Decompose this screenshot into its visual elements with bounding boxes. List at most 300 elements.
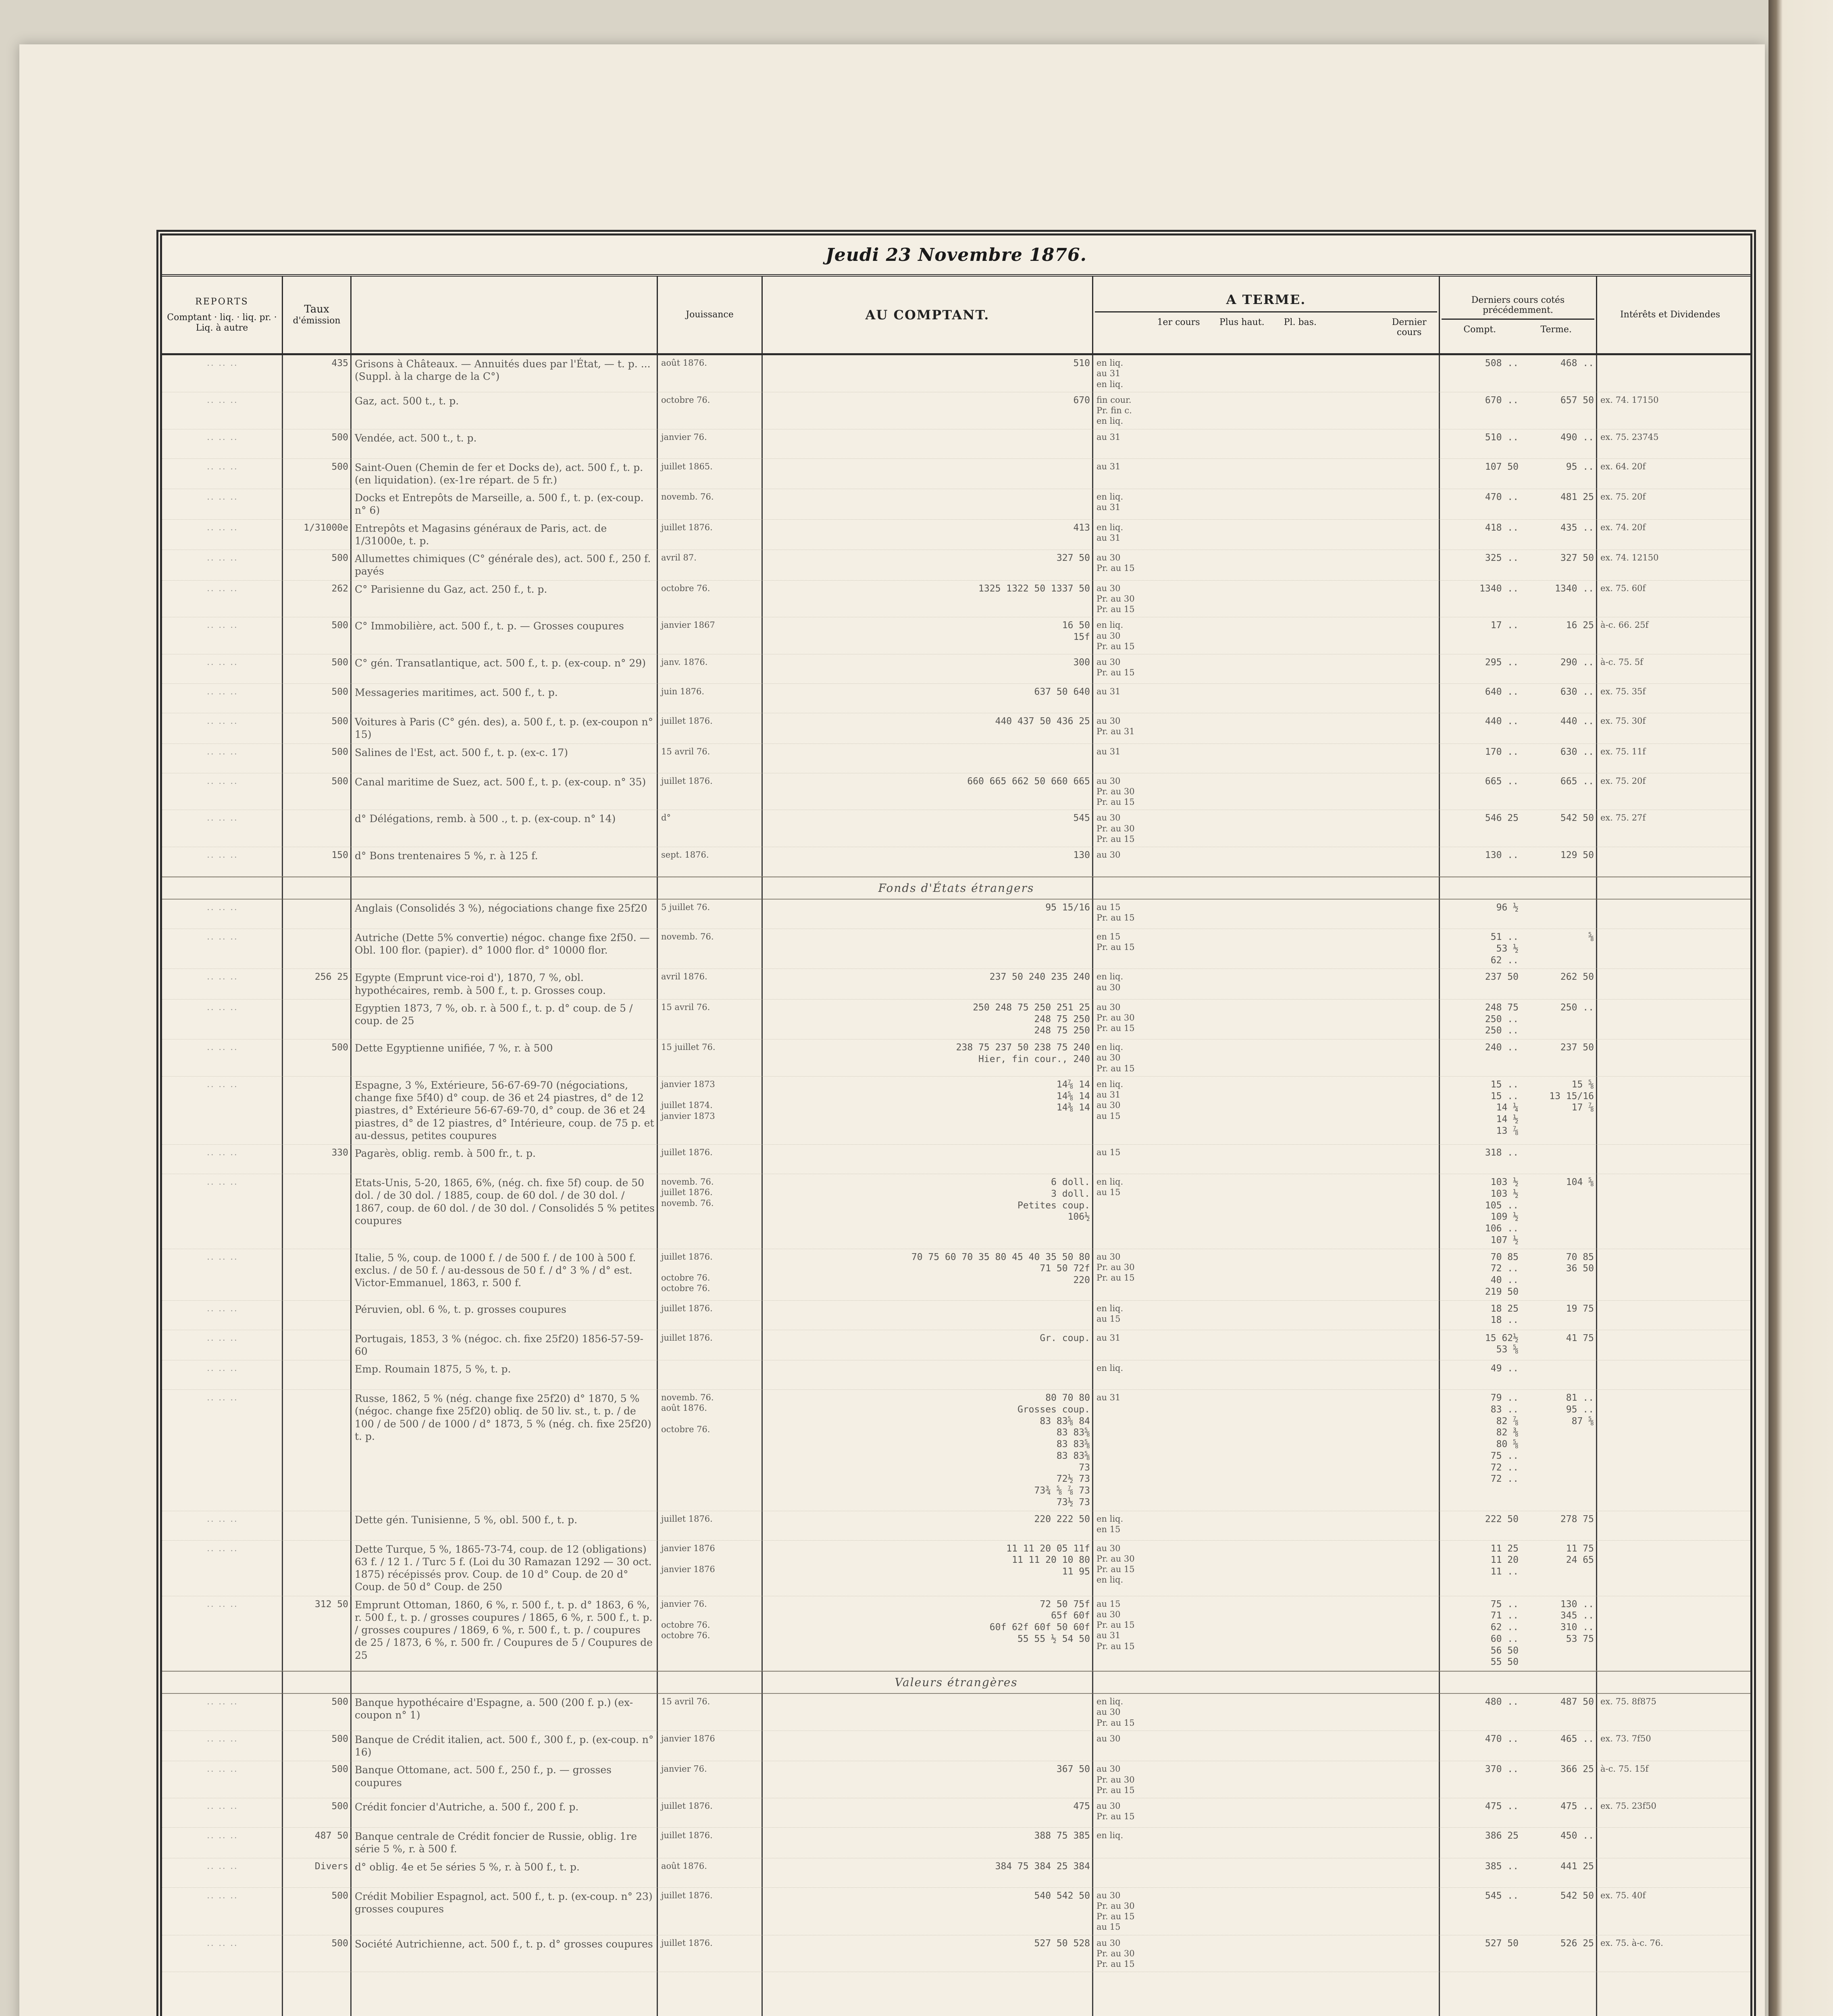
terme-cell: au 30 Pr. au 30 Pr. au 15 au 15 [1096,1890,1135,1932]
section-heading: Valeurs étrangères [162,1671,1750,1694]
terme-cell: au 30 Pr. au 31 [1096,716,1135,737]
table-row [162,1888,1750,1935]
jouissance-cell: juillet 1876. [661,1831,713,1840]
next-page-edge [1769,0,1833,2016]
derniers-terme-value: 15 ⅝ 13 15/16 17 ⅞ [1549,1079,1594,1113]
reports-cell: .. .. .. [207,1079,238,1089]
reports-cell: .. .. .. [207,432,238,442]
derniers-terme-value: 250 .. [1560,1002,1594,1013]
reports-cell: .. .. .. [207,1514,238,1524]
comptant-cell [763,489,1093,519]
jouissance-cell: novemb. 76. [661,932,714,941]
derniers-terme-value: 435 .. [1560,522,1594,533]
derniers-terme-value: 366 25 [1560,1764,1594,1775]
derniers-cours-cell [1440,355,1597,392]
jouissance-cell: novemb. 76. août 1876. octobre 76. [661,1393,714,1434]
table-row [162,1174,1750,1249]
taux-cell: 500 [331,1890,348,1901]
terme-cell: au 30 [1096,1733,1121,1743]
reports-cell: .. .. .. [207,492,238,502]
table-row [162,773,1750,810]
jouissance-cell: novemb. 76. [661,492,714,502]
name-cell: Dette Turque, 5 %, 1865-73-74, coup. de 12 (obligations) 63 f. / 12 1. / Turc 5 f. (Loi du 30 Ramazan 1292 — 30 oct. 1875) récépissés prov. Coup. de 10 d° Coup. de 20 d° Coup. de 50 d° Coup. de 250 [355,1543,655,1593]
table-row [162,489,1750,520]
derniers-cours-cell [1440,1828,1597,1858]
interets-cell: ex. 75. 40f [1600,1890,1646,1900]
derniers-terme-value: 129 50 [1560,850,1594,860]
derniers-compt-value: 237 50 [1485,972,1519,983]
derniers-terme-value: 542 50 [1560,813,1594,824]
derniers-terme-value: 81 .. 95 .. 87 ⅝ [1566,1393,1594,1427]
derniers-compt-value: 386 25 [1485,1831,1519,1841]
jouissance-cell: juillet 1876. [661,1514,713,1524]
reports-cell: .. .. .. [207,1890,238,1900]
taux-cell [283,1249,352,1300]
au-comptant-header [763,277,1093,353]
taux-cell: 500 [331,657,348,668]
taux-cell: 500 [331,1697,348,1707]
derniers-compt-value: 96 ½ [1496,902,1519,913]
derniers-cours-cell [1440,392,1597,429]
derniers-cours-cell [1440,1731,1597,1761]
interets-cell: à-c. 75. 15f [1600,1764,1649,1774]
name-cell: Portugais, 1853, 3 % (négoc. ch. fixe 25f20) 1856-57-59-60 [355,1333,643,1357]
derniers-compt-value: 370 .. [1485,1764,1519,1775]
reports-cell: .. .. .. [207,1543,238,1553]
taux-cell [283,1330,352,1360]
derniers-terme-value: 41 75 [1566,1333,1594,1343]
derniers-terme-value: 468 .. [1560,358,1594,369]
derniers-terme-value: 526 25 [1560,1938,1594,1949]
comptant-cell: 237 50 240 235 240 [989,972,1090,983]
terme-cell: au 31 [1096,687,1121,696]
jouissance-cell: janvier 1873 juillet 1874. janvier 1873 [661,1079,715,1121]
derniers-terme-value: 475 .. [1560,1801,1594,1812]
table-row [162,581,1750,618]
derniers-compt-value: 470 .. [1485,1733,1519,1744]
jouissance-cell: sept. 1876. [661,850,709,860]
interets-cell [1597,1511,1743,1540]
taux-cell: 312 50 [314,1599,348,1610]
derniers-compt-value: 418 .. [1485,522,1519,533]
reports-cell: .. .. .. [207,1252,238,1262]
derniers-cours-cell [1440,847,1597,876]
table-row [162,1145,1750,1174]
derniers-cours-cell [1440,1077,1597,1144]
comptant-cell [763,1694,1093,1731]
derniers-cours-cell [1440,1798,1597,1827]
reports-cell: .. .. .. [207,687,238,696]
interets-cell [1597,1360,1743,1389]
taux-cell [283,1301,352,1330]
derniers-compt-value: 510 .. [1485,432,1519,443]
interets-cell [1597,1039,1743,1076]
interets-cell: ex. 75. 23f50 [1600,1801,1656,1811]
derniers-compt-value: 103 ½ 103 ½ 105 .. 109 ½ 106 .. 107 ½ [1485,1177,1519,1245]
taux-label: Taux [304,303,329,316]
derniers-compt-value: 248 75 250 .. 250 .. [1485,1002,1519,1036]
terme-cell: au 30 Pr. au 30 Pr. au 15 [1096,813,1135,844]
table-row [162,1390,1750,1511]
derniers-cours-cell [1440,1761,1597,1798]
terme-cell: au 31 [1096,746,1121,756]
comptant-cell: 540 542 50 [1034,1890,1090,1901]
derniers-cours-cell [1440,1249,1597,1300]
derniers-cours-cell [1440,900,1597,929]
terme-cell: au 30 Pr. au 30 Pr. au 15 [1096,1252,1135,1283]
derniers-compt-value: 51 .. 53 ½ 62 .. [1490,932,1519,966]
derniers-compt-value: 130 .. [1485,850,1519,860]
derniers-compt-value: 70 85 72 .. 40 .. 219 50 [1485,1252,1519,1297]
comptant-cell: 413 [1073,522,1090,533]
jouissance-cell: juillet 1876. [661,776,713,786]
derniers-cours-cell [1440,684,1597,713]
derniers-terme-value: 16 25 [1566,620,1594,631]
derniers-compt-value: 15 .. 15 .. 14 ¼ 14 ½ 13 ⅞ [1490,1079,1519,1136]
comptant-cell: 70 75 60 70 35 80 45 40 35 50 80 71 50 72f 220 [911,1252,1090,1285]
name-cell: Pagarès, oblig. remb. à 500 fr., t. p. [355,1148,536,1159]
reports-cell: .. .. .. [207,776,238,786]
reports-cell: .. .. .. [207,1861,238,1871]
name-cell: Etats-Unis, 5-20, 1865, 6%, (nég. ch. fixe 5f) coup. de 50 dol. / de 30 dol. / 1885, coup. de 60 dol. / de 30 dol. / 1867, coup. de 60 dol. / de 30 dol. / Consolidés 5 % petites coupures [355,1177,658,1227]
reports-cell: .. .. .. [207,1599,238,1609]
reports-cell: .. .. .. [207,1831,238,1840]
comptant-cell [763,744,1093,773]
comptant-cell: 327 50 [1056,553,1090,563]
terme-cell: en liq. au 15 [1096,1303,1124,1324]
name-cell: Grisons à Châteaux. — Annuités dues par l'État, — t. p. ... (Suppl. à la charge de la C°) [355,358,654,383]
jouissance-cell: 15 juillet 76. [661,1042,716,1052]
interets-cell: ex. 73. 7f50 [1600,1733,1651,1743]
derniers-cours-cell [1440,969,1597,999]
comptant-cell: 1325 1322 50 1337 50 [978,583,1090,594]
name-cell: Banque centrale de Crédit foncier de Russie, oblig. 1re série 5 %, r. à 500 f. [355,1831,641,1855]
terme-cell: en 15 Pr. au 15 [1096,932,1135,952]
jouissance-cell: juillet 1865. [661,461,713,471]
taux-cell [283,810,352,847]
table-row [162,847,1750,877]
comptant-cell [763,929,1093,968]
derniers-cours-cell [1440,744,1597,773]
derniers-terme-value: 70 85 36 50 [1566,1252,1594,1274]
derniers-compt-value: 545 .. [1485,1890,1519,1901]
terme-cell: au 30 [1096,850,1121,860]
name-cell: C° Immobilière, act. 500 f., t. p. — Grosses coupures [355,620,624,632]
comptant-cell [763,429,1093,458]
comptant-cell: 80 70 80 Grosses coup. 83 83⅝ 84 83 83⅝ 83 83⅝ 83 83⅝ 73 72½ 73 73¾ ⅝ ⅞ 73 73½ 73 [1017,1393,1090,1508]
jouissance-cell: juillet 1876. [661,1333,713,1343]
jouissance-cell: janvier 1876 janvier 1876 [661,1543,715,1574]
taux-cell [283,929,352,968]
taux-cell: 500 [331,1733,348,1744]
interets-cell: ex. 75. 30f [1600,716,1646,726]
taux-cell: 500 [331,1764,348,1775]
jouissance-cell: août 1876. [661,1861,707,1871]
terme-cell: en liq. au 31 [1096,522,1124,543]
derniers-cours-cell [1440,520,1597,550]
jouissance-cell: 5 juillet 76. [661,902,710,912]
table-header [162,277,1750,355]
derniers-cours-cell [1440,1390,1597,1511]
taux-cell [283,1360,352,1389]
interets-cell: à-c. 66. 25f [1600,620,1649,630]
terme-col-plus-haut: Plus haut. [1219,317,1265,327]
interets-cell [1597,900,1743,929]
taux-cell: 256 25 [314,972,348,983]
jouissance-cell: 15 avril 76. [661,1002,710,1012]
derniers-compt-value: 49 .. [1490,1363,1519,1374]
table-row [162,1596,1750,1671]
derniers-cours-cell [1440,489,1597,519]
derniers-compt-value: 107 50 [1485,461,1519,472]
jouissance-cell: d° [661,813,671,823]
table-row [162,1828,1750,1858]
newspaper-page [19,44,1765,2016]
derniers-cours-cell [1440,1596,1597,1671]
name-cell: Banque hypothécaire d'Espagne, a. 500 (200 f. p.) (ex-coupon n° 1) [355,1697,633,1721]
reports-cell: .. .. .. [207,716,238,726]
reports-cell: .. .. .. [207,583,238,593]
name-cell: Crédit foncier d'Autriche, a. 500 f., 200 f. p. [355,1801,579,1813]
interets-cell [1597,1330,1743,1360]
table-row [162,1731,1750,1762]
reports-cell: .. .. .. [207,522,238,532]
taux-cell: 500 [331,432,348,443]
derniers-compt-value: 15 62½ 53 ⅝ [1485,1333,1519,1355]
name-cell: Espagne, 3 %, Extérieure, 56-67-69-70 (négociations, change fixe 5f40) d° coup. de 36 et 24 piastres, d° de 12 piastres, d° Extérieure 56-67-69-70, d° coup. de 36 et 24 piastres, d° de 12 piastres, d° Intérieure, coup. de 75 p. et au-dessus, petites coupures [355,1079,657,1141]
interets-cell: ex. 74. 20f [1600,522,1646,532]
jouissance-cell [658,1360,763,1389]
name-cell: Emprunt Ottoman, 1860, 6 %, r. 500 f., t. p. d° 1863, 6 %, r. 500 f., t. p. / grosses coupures / 1865, 6 %, r. 500 f., t. p. / grosses coupures / 1869, 6 %, r. 500 f., t. p. / coupures de 25 / 1873, 6 %, r. 500 fr. / Coupures de 5 / Coupures de 25 [355,1599,656,1661]
table-row [162,1694,1750,1731]
jouissance-cell: juillet 1876. [661,1801,713,1811]
comptant-cell: 16 50 15f [1062,620,1090,642]
terme-cell: en liq. au 30 Pr. au 15 [1096,620,1135,651]
taux-cell: 500 [331,1938,348,1949]
interets-header [1597,277,1743,353]
terme-cell: en liq. [1096,1363,1124,1373]
interets-cell [1597,929,1743,968]
comptant-cell [763,1145,1093,1174]
terme-cell [1093,1858,1440,1887]
reports-cell: .. .. .. [207,1363,238,1373]
interets-cell [1597,1858,1743,1887]
jouissance-cell: juillet 1876. [661,1938,713,1948]
name-cell: Messageries maritimes, act. 500 f., t. p. [355,687,558,698]
table-row [162,713,1750,744]
name-cell: Anglais (Consolidés 3 %), négociations change fixe 25f20 [355,902,647,914]
table-row [162,1511,1750,1541]
jouissance-cell: juillet 1876. octobre 76. octobre 76. [661,1252,713,1293]
taux-cell: 500 [331,746,348,757]
taux-cell: 500 [331,620,348,631]
table-row [162,1935,1750,1972]
comptant-cell [763,459,1093,489]
derniers-cours-cell [1440,429,1597,458]
report-col-liq: liq. [220,312,234,323]
reports-cell: .. .. .. [207,1042,238,1052]
derniers-cours-cell [1440,1330,1597,1360]
comptant-cell [763,1360,1093,1389]
taux-cell [283,1077,352,1144]
table-row [162,520,1750,550]
derniers-compt-value: 470 .. [1485,492,1519,502]
reports-cell: .. .. .. [207,461,238,471]
taux-cell [283,1541,352,1596]
taux-cell [283,1174,352,1249]
derniers-terme-value: 630 .. [1560,746,1594,757]
taux-cell: 500 [331,716,348,727]
derniers-compt-value: 440 .. [1485,716,1519,727]
taux-cell: 487 50 [314,1831,348,1841]
terme-cell: en liq. au 31 en liq. [1096,358,1124,389]
jouissance-cell: octobre 76. [661,395,710,405]
terme-cell: au 30 Pr. au 15 [1096,1801,1135,1822]
reports-cell: .. .. .. [207,902,238,912]
interets-cell: ex. 75. 20f [1600,492,1646,502]
table-row [162,1249,1750,1301]
derniers-terme-value [1519,1363,1594,1387]
interets-cell: ex. 75. 27f [1600,813,1646,823]
name-cell: Dette Egyptienne unifiée, 7 %, r. à 500 [355,1042,553,1054]
interets-cell [1597,1077,1743,1144]
jouissance-cell: 15 avril 76. [661,1697,710,1706]
derniers-terme-value: 481 25 [1560,492,1594,502]
derniers-cours-cell [1440,550,1597,580]
comptant-cell: 130 [1073,850,1090,860]
interets-cell [1597,1390,1743,1511]
comptant-cell: 384 75 384 25 384 [995,1861,1090,1872]
reports-cell: .. .. .. [207,850,238,860]
terme-cell: au 30 Pr. au 30 Pr. au 15 [1096,776,1135,807]
terme-col-plus-bas: Pl. bas. [1284,317,1317,327]
name-cell: Société Autrichienne, act. 500 f., t. p. d° grosses coupures [355,1938,653,1950]
interets-cell: ex. 75. 23745 [1600,432,1659,442]
derniers-cours-cell [1440,581,1597,617]
derniers-terme-value: 1340 .. [1555,583,1594,594]
interets-cell: ex. 64. 20f [1600,461,1646,471]
name-cell: Emp. Roumain 1875, 5 %, t. p. [355,1363,511,1375]
derniers-terme-value: 290 .. [1560,657,1594,668]
name-cell: Russe, 1862, 5 % (nég. change fixe 25f20) d° 1870, 5 % (négoc. change fixe 25f20) obliq. de 50 liv. st., t. p. / de 100 / de 500 / de 1000 / d° 1873, 5 % (nég. ch. fixe 25f20) t. p. [355,1393,655,1442]
jouissance-cell: janvier 76. octobre 76. octobre 76. [661,1599,710,1641]
reports-cell: .. .. .. [207,932,238,941]
derniers-cours-cell [1440,929,1597,968]
name-cell: Entrepôts et Magasins généraux de Paris, act. de 1/31000e, t. p. [355,522,610,547]
taux-cell: 500 [331,553,348,563]
derniers-terme-value: 440 .. [1560,716,1594,727]
derniers-cours-cell [1440,1039,1597,1076]
taux-cell [283,1000,352,1039]
interets-cell [1597,1541,1743,1596]
table-row [162,617,1750,654]
derniers-cours-cell [1440,1174,1597,1249]
derniers-cours-cell [1440,773,1597,810]
interets-cell: ex. 74. 12150 [1600,553,1659,562]
taux-cell: 262 [331,583,348,594]
derniers-compt-value: 75 .. 71 .. 62 .. 60 .. 56 50 55 50 [1490,1599,1519,1668]
interets-cell: ex. 75. 8f875 [1600,1697,1656,1706]
reports-cell: .. .. .. [207,620,238,630]
derniers-terme-value: 95 .. [1566,461,1594,472]
derniers-terme-value [1519,902,1594,926]
table-row [162,1000,1750,1039]
table-row [162,1039,1750,1077]
terme-cell: au 31 [1096,461,1121,471]
reports-cell: .. .. .. [207,1697,238,1706]
derniers-terme-value: 657 50 [1560,395,1594,406]
reports-cell: .. .. .. [207,395,238,405]
interets-cell [1597,1145,1743,1174]
derniers-terme-value: 327 50 [1560,553,1594,563]
section-heading: Fonds d'États étrangers [162,877,1750,900]
table-row [162,810,1750,847]
derniers-cours-cell [1440,1858,1597,1887]
table-row [162,355,1750,392]
derniers-compt-value: 475 .. [1485,1801,1519,1812]
reports-cell: .. .. .. [207,1303,238,1313]
comptant-cell: 475 [1073,1801,1090,1812]
reports-cell: .. .. .. [207,1333,238,1343]
table-row [162,550,1750,581]
terme-cell: en liq. [1096,1831,1124,1840]
name-cell: Saint-Ouen (Chemin de fer et Docks de), act. 500 f., t. p. (en liquidation). (ex-1re répart. de 5 fr.) [355,461,647,486]
name-cell: d° Délégations, remb. à 500 ., t. p. (ex-coup. n° 14) [355,813,616,825]
derniers-terme-value: 487 50 [1560,1697,1594,1707]
reports-cell: .. .. .. [207,1733,238,1743]
table-row [162,654,1750,684]
name-header [352,277,658,353]
terme-col-dernier-cours: Dernier cours [1392,317,1427,337]
comptant-cell: 14⅞ 14 14⅝ 14 14⅜ 14 [1056,1079,1090,1113]
derniers-compt-value: 11 25 11 20 11 .. [1490,1543,1519,1577]
terme-cell: au 30 Pr. au 15 [1096,553,1135,573]
interets-cell: ex. 75. 20f [1600,776,1646,786]
derniers-terme-value: ⅝ [1588,932,1594,942]
terme-cell: en liq. au 30 Pr. au 15 [1096,1697,1135,1728]
derniers-cours-cell [1440,654,1597,683]
reports-cell: .. .. .. [207,358,238,368]
comptant-cell: 527 50 528 [1034,1938,1090,1949]
terme-cell: au 30 Pr. au 30 Pr. au 15 en liq. [1096,1543,1135,1585]
jouissance-cell: avril 87. [661,553,697,562]
terme-cell: en liq. au 31 [1096,492,1124,512]
interets-cell: ex. 75. 35f [1600,687,1646,696]
table-row [162,969,1750,1000]
jouissance-cell: juillet 1876. [661,522,713,532]
interets-cell: ex. 75. 11f [1600,746,1646,756]
derniers-cours-cell [1440,617,1597,654]
name-cell: d° oblig. 4e et 5e séries 5 %, r. à 500 f., t. p. [355,1861,580,1873]
reports-cell: .. .. .. [207,972,238,982]
au-comptant-label: AU COMPTANT. [865,307,990,323]
derniers-cours-header [1440,277,1597,353]
name-cell: Canal maritime de Suez, act. 500 f., t. p. (ex-coup. n° 35) [355,776,646,788]
derniers-compt-value: 508 .. [1485,358,1519,369]
terme-cell: au 15 Pr. au 15 [1096,902,1135,923]
derniers-col-compt: Compt. [1463,325,1496,335]
table-row [162,1360,1750,1390]
comptant-cell: 72 50 75f 65f 60f 60f 62f 60f 50 60f 55 55 ½ 54 50 [989,1599,1090,1644]
taux-cell: 150 [331,850,348,860]
comptant-cell [763,1301,1093,1330]
a-terme-label: A TERME. [1095,292,1437,312]
name-cell: Péruvien, obl. 6 %, t. p. grosses coupures [355,1303,566,1315]
jouissance-cell: janvier 76. [661,432,707,442]
jouissance-cell: janv. 1876. [661,657,708,667]
comptant-cell: 510 [1073,358,1090,369]
table-row [162,900,1750,929]
